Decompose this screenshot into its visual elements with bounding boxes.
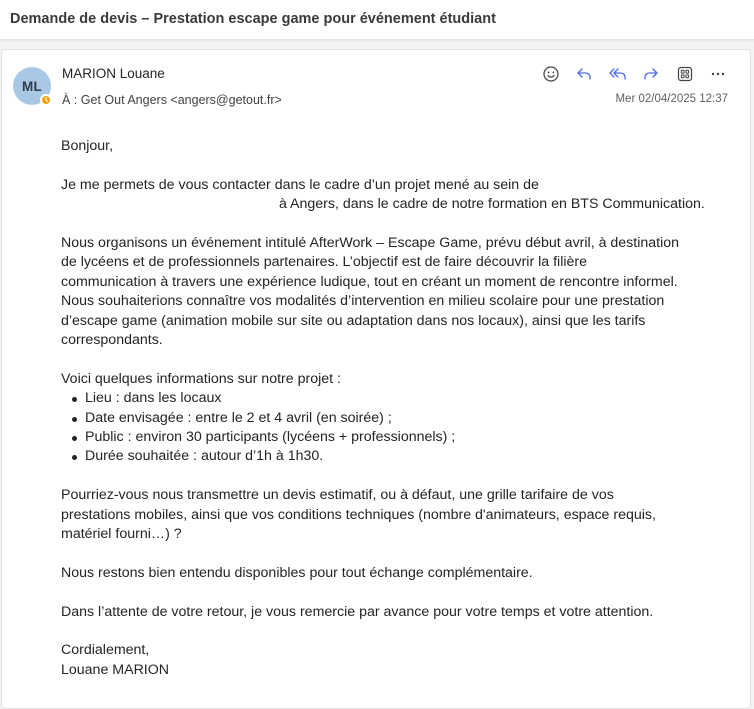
signature: Louane MARION bbox=[61, 661, 170, 678]
message-body bbox=[61, 137, 741, 680]
avatar-initials: ML bbox=[21, 78, 43, 94]
list-item: Public : environ 30 participants (lycéens + professionnels) ; bbox=[61, 428, 741, 447]
message-actions-toolbar bbox=[539, 62, 731, 86]
list-item: Lieu : dans les locaux bbox=[61, 389, 741, 408]
subject-bar bbox=[0, 0, 754, 40]
paragraph-line: Nous organisons un événement intitulé AfterWork – Escape Game, prévu début avril, à destination bbox=[61, 235, 680, 251]
message-card bbox=[1, 49, 751, 709]
reply-icon[interactable] bbox=[572, 62, 596, 86]
paragraph-line: Pourriez-vous nous transmettre un devis estimatif, ou à défaut, une grille tarifaire de vos bbox=[61, 487, 614, 504]
recipient-prefix: À : bbox=[62, 93, 78, 107]
sent-date: Mer 02/04/2025 12:37 bbox=[615, 93, 728, 105]
paragraph-line: Nous souhaiterions connaître vos modalités d’intervention en milieu scolaire pour une prestation bbox=[61, 293, 665, 310]
forward-icon[interactable] bbox=[639, 62, 663, 86]
sender-name[interactable]: MARION Louane bbox=[62, 66, 165, 81]
presence-away-icon bbox=[40, 94, 52, 106]
paragraph-line: de lycéens et de professionnels partenaires. L’objectif est de faire découvrir la filière bbox=[61, 254, 588, 271]
greeting: Bonjour, bbox=[61, 138, 114, 154]
project-info-list bbox=[61, 389, 741, 467]
list-item: Durée souhaitée : autour d’1h à 1h30. bbox=[61, 447, 741, 466]
paragraph-line: correspondants. bbox=[61, 332, 163, 349]
paragraph-line: matériel fourni…) ? bbox=[61, 526, 182, 543]
closing: Cordialement, bbox=[61, 642, 150, 659]
emoji-icon[interactable] bbox=[539, 62, 563, 86]
list-item: Date envisagée : entre le 2 et 4 avril (en soirée) ; bbox=[61, 409, 741, 428]
paragraph-line: Nous restons bien entendu disponibles pour tout échange complémentaire. bbox=[61, 564, 533, 581]
email-subject: Demande de devis – Prestation escape game pour événement étudiant bbox=[10, 11, 496, 27]
paragraph-line: prestations mobiles, ainsi que vos conditions techniques (nombre d'animateurs, espace requis, bbox=[61, 506, 656, 523]
more-icon[interactable] bbox=[706, 62, 730, 86]
recipient-line bbox=[62, 93, 282, 107]
reply-all-icon[interactable] bbox=[606, 62, 630, 86]
intro-line: à Angers, dans le cadre de notre formation en BTS Communication. bbox=[279, 196, 705, 213]
apps-icon[interactable] bbox=[673, 62, 697, 86]
list-intro: Voici quelques informations sur notre projet : bbox=[61, 370, 341, 387]
paragraph-line: Dans l’attente de votre retour, je vous remercie par avance pour votre temps et votre attention. bbox=[61, 603, 654, 620]
paragraph-line: communication à travers une expérience ludique, tout en créant un moment de rencontre informel. bbox=[61, 273, 678, 290]
paragraph-line: d’escape game (animation mobile sur site ou adaptation dans nos locaux), ainsi que les tarifs bbox=[61, 312, 646, 329]
intro-line: Je me permets de vous contacter dans le cadre d’un projet mené au sein de bbox=[61, 176, 539, 193]
recipient-address[interactable]: Get Out Angers <angers@getout.fr> bbox=[80, 93, 282, 107]
